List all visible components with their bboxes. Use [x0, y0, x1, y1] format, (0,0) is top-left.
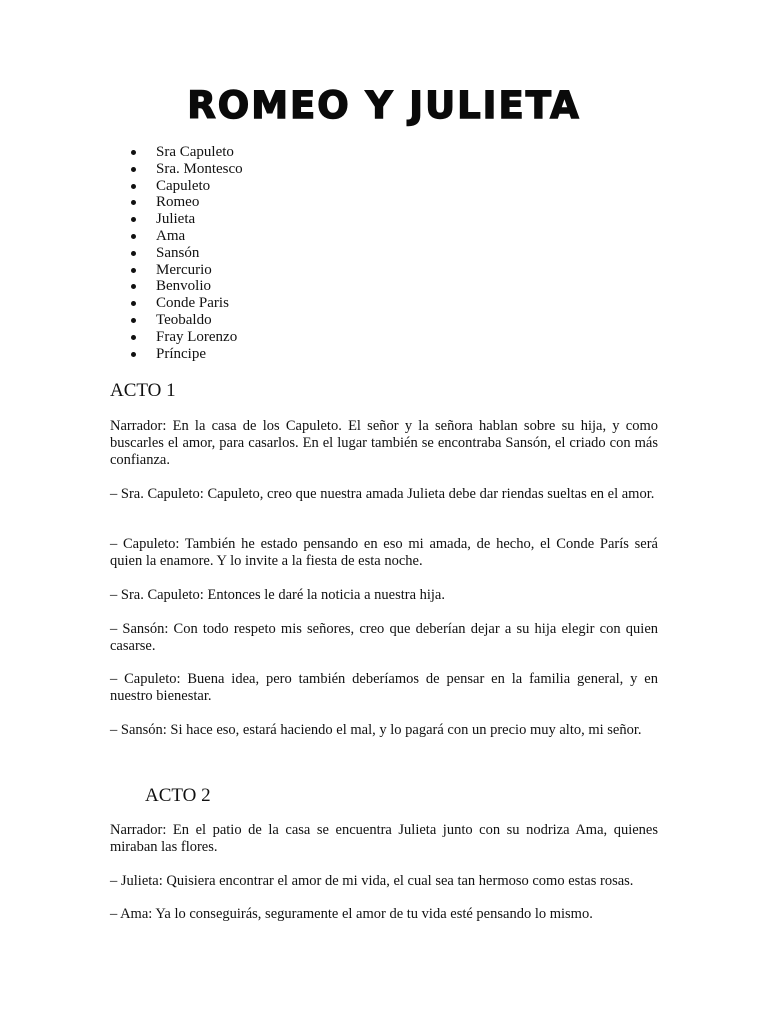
bullet-icon	[131, 352, 136, 357]
character-name: Ama	[156, 227, 186, 244]
act1-paragraph-dialogue: – Capuleto: También he estado pensando en eso mi amada, de hecho, el Conde París será quien la enamore. Y lo invite a la fiesta de esta noche.	[110, 536, 658, 569]
document-title: ROMEO Y JULIETA	[187, 84, 581, 127]
list-item	[120, 329, 243, 346]
character-name: Sansón	[156, 244, 200, 261]
list-item	[120, 312, 243, 329]
character-name: Benvolio	[156, 278, 211, 295]
bullet-icon	[131, 200, 136, 205]
bullet-icon	[131, 251, 136, 256]
character-name: Príncipe	[156, 345, 206, 362]
bullet-icon	[131, 318, 136, 323]
act1-paragraph-dialogue: – Capuleto: Buena idea, pero también deberíamos de pensar en la familia general, y en nuestro bienestar.	[110, 671, 658, 704]
list-item	[120, 211, 243, 228]
act1-paragraph-dialogue: – Sansón: Si hace eso, estará haciendo el mal, y lo pagará con un precio muy alto, mi señor.	[110, 722, 642, 738]
character-name: Mercurio	[156, 261, 212, 278]
bullet-icon	[131, 284, 136, 289]
list-item	[120, 262, 243, 279]
act1-paragraph-dialogue: – Sra. Capuleto: Entonces le daré la noticia a nuestra hija.	[110, 587, 445, 603]
character-list	[120, 144, 243, 362]
list-item	[120, 346, 243, 363]
bullet-icon	[131, 268, 136, 273]
character-name: Teobaldo	[156, 311, 212, 328]
list-item	[120, 161, 243, 178]
bullet-icon	[131, 234, 136, 239]
list-item	[120, 278, 243, 295]
bullet-icon	[131, 167, 136, 172]
act2-paragraph-dialogue: – Ama: Ya lo conseguirás, seguramente el amor de tu vida esté pensando lo mismo.	[110, 906, 593, 922]
list-item	[120, 228, 243, 245]
character-name: Sra Capuleto	[156, 144, 234, 160]
list-item	[120, 194, 243, 211]
bullet-icon	[131, 184, 136, 189]
bullet-icon	[131, 301, 136, 306]
act1-paragraph-narrator: Narrador: En la casa de los Capuleto. El señor y la señora hablan sobre su hija, y como buscarles el amor, para casarlos. En el lugar también se encontraba Sansón, el criado con más confianza.	[110, 418, 658, 468]
character-name: Julieta	[156, 211, 196, 228]
act2-paragraph-narrator: Narrador: En el patio de la casa se encuentra Julieta junto con su nodriza Ama, quienes miraban las flores.	[110, 822, 658, 855]
act2-paragraph-dialogue: – Julieta: Quisiera encontrar el amor de mi vida, el cual sea tan hermoso como estas rosas.	[110, 873, 634, 889]
bullet-icon	[131, 217, 136, 222]
list-item	[120, 178, 243, 195]
character-name: Fray Lorenzo	[156, 328, 238, 345]
act1-heading: ACTO 1	[110, 380, 176, 401]
character-name: Sra. Montesco	[156, 160, 243, 177]
character-name: Capuleto	[156, 177, 211, 194]
character-name: Conde Paris	[156, 295, 229, 312]
character-name: Romeo	[156, 194, 200, 211]
bullet-icon	[131, 150, 136, 155]
bullet-icon	[131, 335, 136, 340]
act1-paragraph-dialogue: – Sra. Capuleto: Capuleto, creo que nuestra amada Julieta debe dar riendas sueltas en el amor.	[110, 486, 655, 502]
act2-heading: ACTO 2	[145, 785, 211, 806]
list-item	[120, 245, 243, 262]
act1-paragraph-dialogue: – Sansón: Con todo respeto mis señores, creo que deberían dejar a su hija elegir con quien casarse.	[110, 621, 658, 654]
list-item	[120, 144, 243, 161]
list-item	[120, 295, 243, 312]
